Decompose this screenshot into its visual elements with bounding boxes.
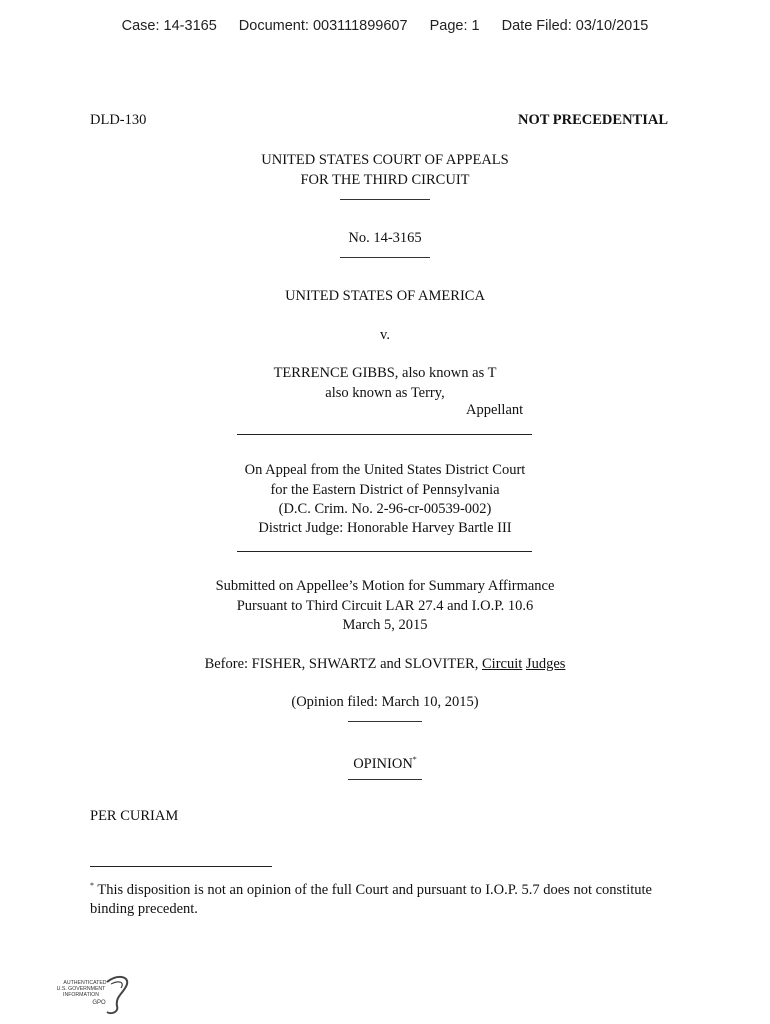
footnote-marker: * — [90, 881, 94, 890]
party-role: Appellant — [466, 402, 524, 418]
submission-line3: March 5, 2015 — [342, 617, 428, 633]
footnote — [90, 876, 680, 919]
filing-header — [0, 18, 770, 34]
separator — [0, 244, 770, 264]
footnote-rule — [90, 866, 272, 867]
per-curiam: PER CURIAM — [90, 808, 179, 824]
court-name-line2: FOR THE THIRD CIRCUIT — [300, 172, 470, 188]
appeal-from-line3: (D.C. Crim. No. 2-96-cr-00539-002) — [278, 501, 492, 517]
seal-line3: INFORMATION — [63, 992, 99, 998]
court-name-line1: UNITED STATES COURT OF APPEALS — [261, 152, 509, 168]
separator — [0, 708, 770, 728]
panel-judges — [0, 654, 770, 674]
plaintiff: UNITED STATES OF AMERICA — [285, 288, 485, 304]
footnote-marker: * — [412, 755, 417, 764]
docket-code: DLD-130 — [90, 112, 147, 128]
panel-prefix: Before: FISHER, SHWARTZ and SLOVITER, — [204, 656, 483, 672]
page-number: Page: 1 — [429, 18, 480, 34]
appeal-from-line4: District Judge: Honorable Harvey Bartle III — [258, 520, 512, 536]
case-number: Case: 14-3165 — [121, 18, 217, 34]
appeal-from-line2: for the Eastern District of Pennsylvania — [270, 482, 500, 498]
footnote-text: This disposition is not an opinion of the full Court and pursuant to I.O.P. 5.7 does not constitute binding precedent. — [90, 881, 652, 917]
date-filed: Date Filed: 03/10/2015 — [501, 18, 649, 34]
seal-line1: AUTHENTICATED — [63, 980, 107, 986]
separator — [0, 766, 770, 786]
versus: v. — [380, 327, 390, 343]
separator — [0, 186, 770, 206]
submission-line2: Pursuant to Third Circuit LAR 27.4 and I.O.P. 10.6 — [236, 598, 534, 614]
section-rule — [237, 434, 532, 435]
defendant-line2: also known as Terry, — [325, 385, 445, 401]
appeal-from-line1: On Appeal from the United States District Court — [244, 462, 526, 478]
gpo-authentication-seal — [45, 972, 135, 1016]
document-number: Document: 003111899607 — [238, 18, 408, 34]
submission-line1: Submitted on Appellee’s Motion for Summary Affirmance — [215, 578, 555, 594]
defendant-line1: TERRENCE GIBBS, also known as T — [273, 365, 497, 381]
seal-line4: GPO — [92, 1000, 106, 1006]
appeal-number: No. 14-3165 — [348, 230, 422, 246]
section-rule — [237, 551, 532, 552]
panel-judges-word: Judges — [525, 656, 566, 672]
opinion-filed-date: (Opinion filed: March 10, 2015) — [291, 694, 479, 710]
precedential-status: NOT PRECEDENTIAL — [518, 112, 668, 128]
panel-circuit: Circuit — [482, 656, 523, 672]
seal-line2: U.S. GOVERNMENT — [56, 986, 106, 992]
opinion-title: OPINION — [353, 755, 413, 772]
